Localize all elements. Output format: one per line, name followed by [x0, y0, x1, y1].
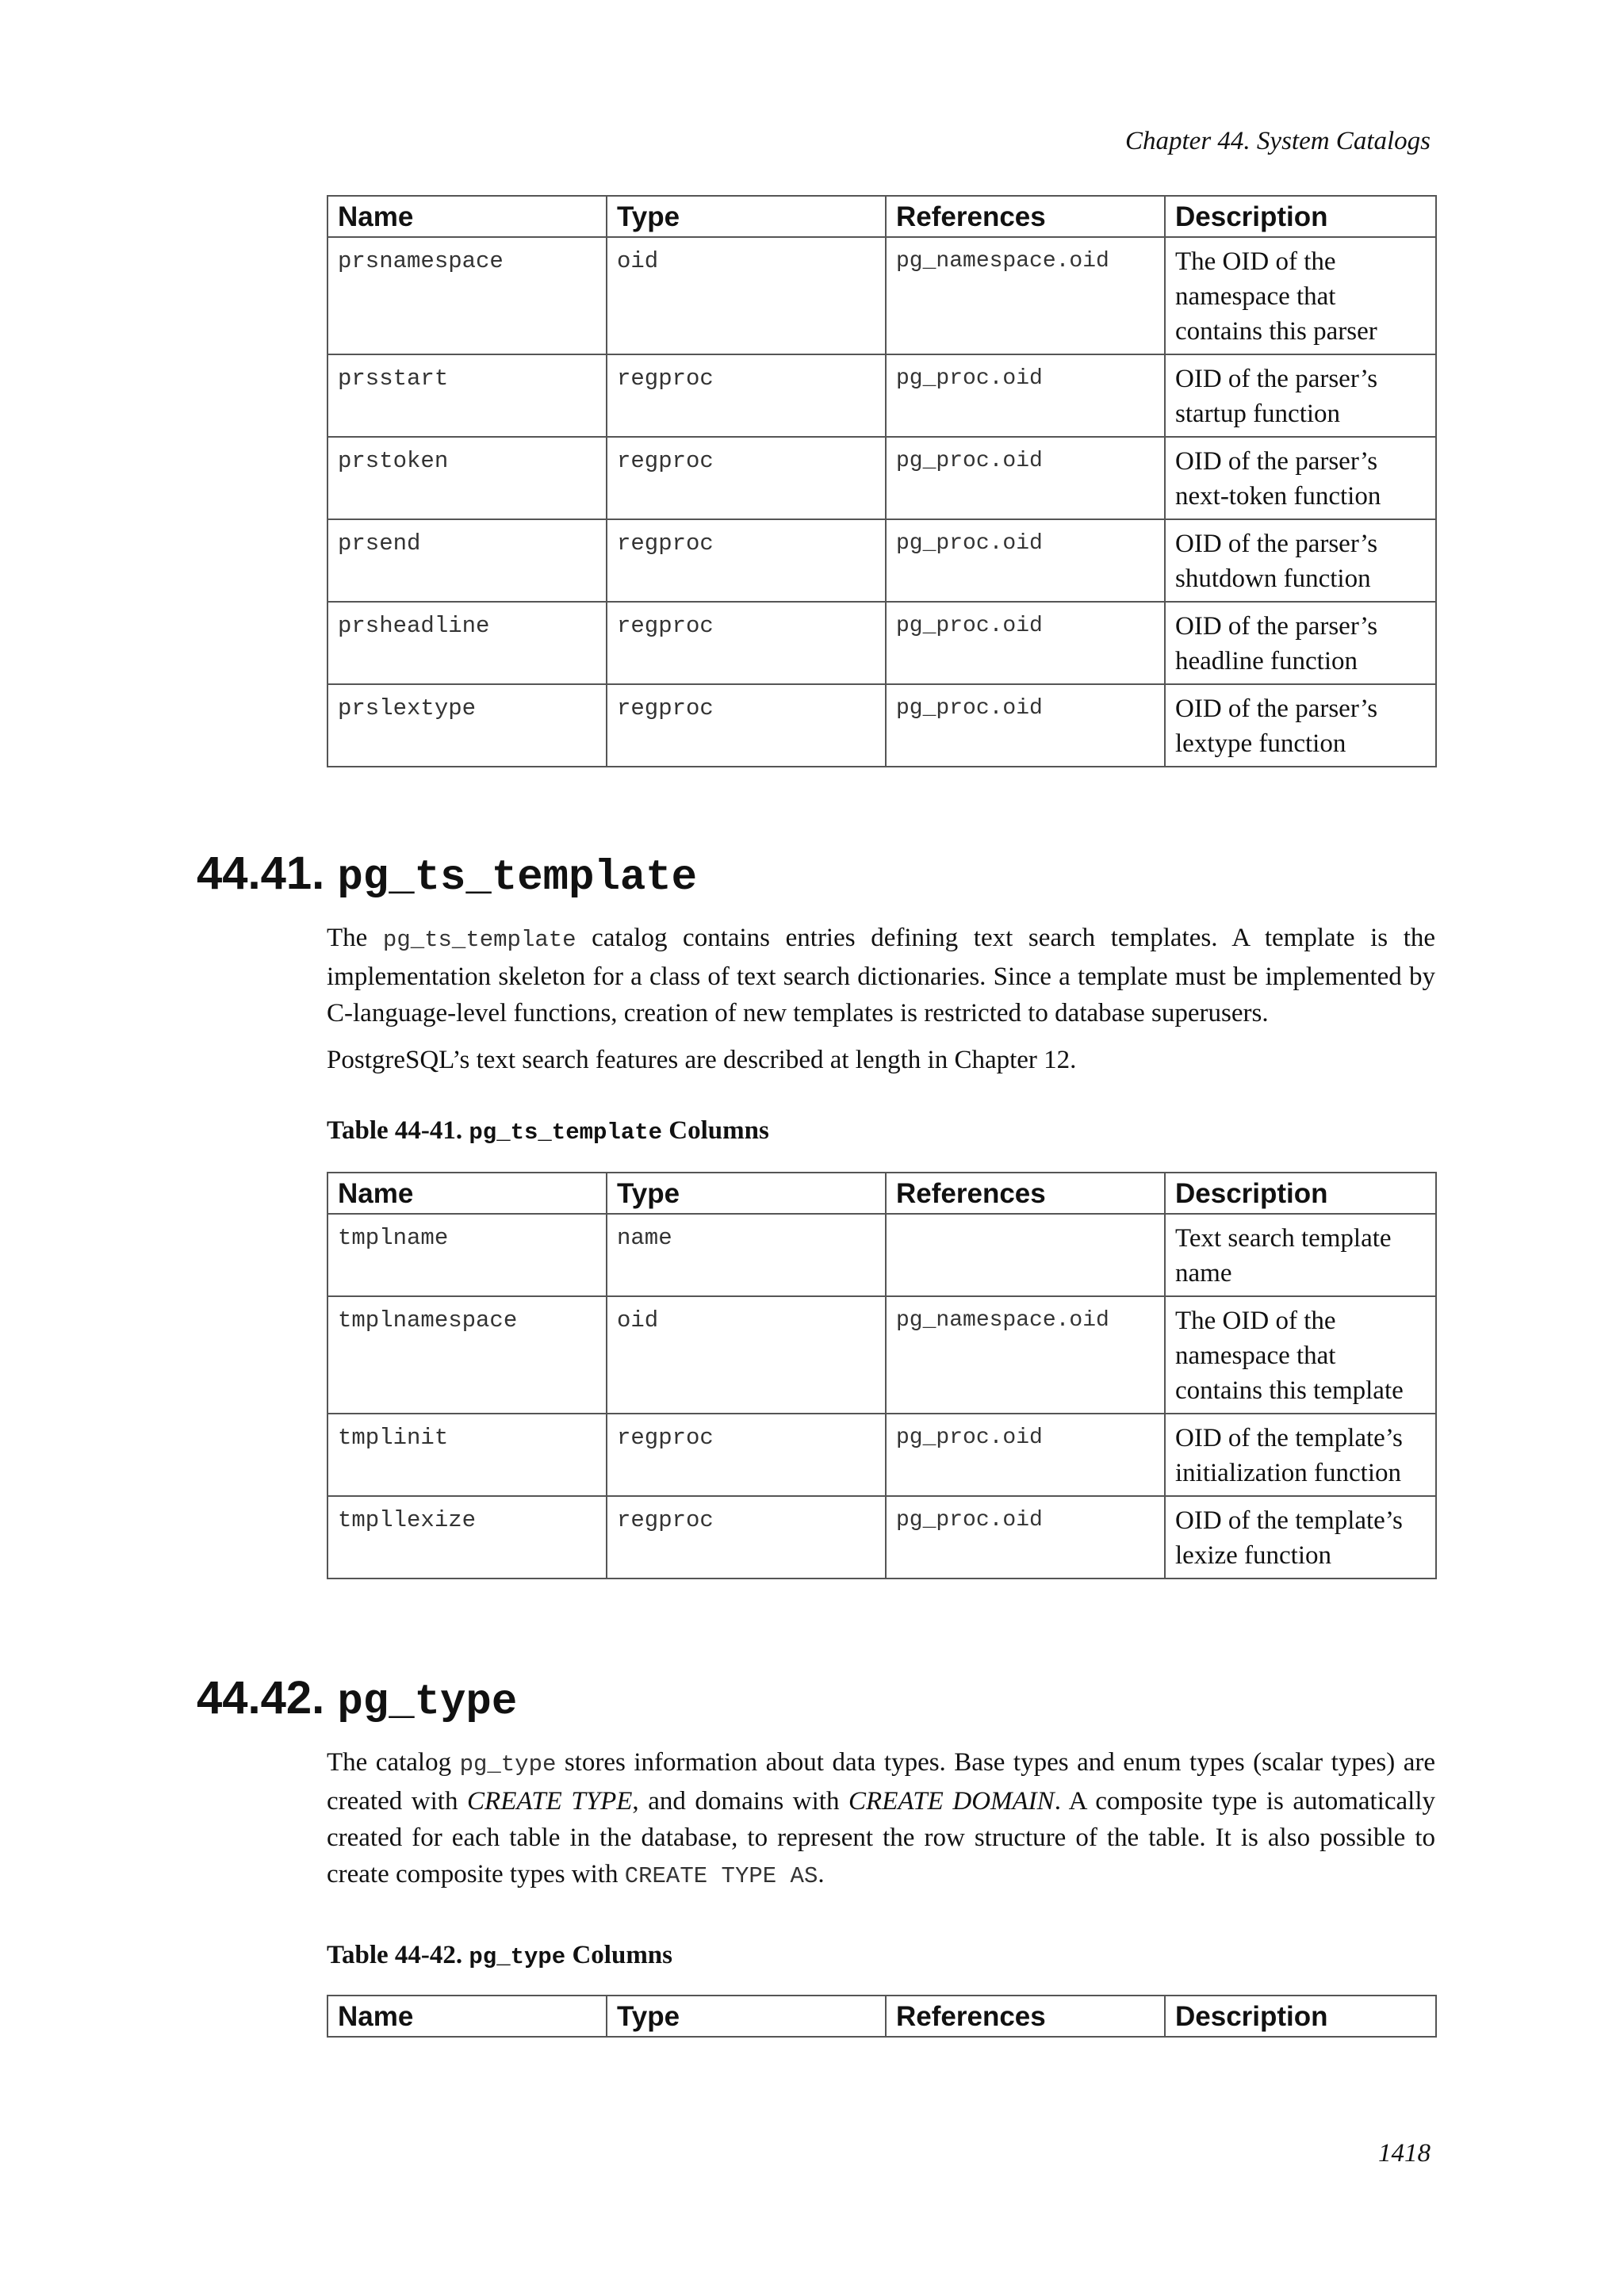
caption-label: Table 44-42.: [327, 1941, 469, 1969]
caption-suffix: Columns: [662, 1116, 769, 1145]
table-row: [327, 684, 1436, 767]
cell-name: prsheadline: [327, 602, 607, 684]
col-header-name: Name: [327, 1996, 607, 2037]
section-number: 44.41.: [197, 848, 325, 899]
text: The catalog: [327, 1748, 460, 1777]
cell-type: regproc: [607, 519, 886, 602]
table-row: [327, 1296, 1436, 1414]
section-title-44-41: [197, 847, 697, 902]
table-row: [327, 354, 1436, 437]
cell-name: tmplname: [327, 1214, 607, 1296]
table-header-row: [327, 196, 1436, 237]
table-caption: [327, 1941, 672, 1970]
col-header-type: Type: [607, 1996, 886, 2037]
text: catalog contains entries defining text search templates. A template is the implementation skeleton for a class of text search dictionaries. Since a template must be implemented by C-language-level functions, creation of new templates is restricted to database superusers.: [327, 924, 1436, 1027]
cell-name: prsstart: [327, 354, 607, 437]
section-title-44-42: [197, 1671, 517, 1727]
cell-references: [886, 1214, 1165, 1296]
cell-type: regproc: [607, 1496, 886, 1578]
col-header-description: Description: [1165, 1173, 1436, 1214]
caption-label: Table 44-41.: [327, 1116, 469, 1145]
table-row: [327, 1414, 1436, 1496]
cell-name: prstoken: [327, 437, 607, 519]
table-header-row: [327, 1996, 1436, 2037]
paragraph: [327, 920, 1435, 1031]
section-name: pg_ts_template: [337, 854, 698, 902]
table-row: [327, 519, 1436, 602]
cell-type: regproc: [607, 1414, 886, 1496]
cell-description: OID of the parser’s next-token function: [1165, 437, 1436, 519]
text: , and domains with: [632, 1787, 849, 1816]
cell-name: prslextype: [327, 684, 607, 767]
page-number: 1418: [1378, 2139, 1431, 2168]
cell-description: OID of the parser’s startup function: [1165, 354, 1436, 437]
paragraph: [327, 1744, 1435, 1895]
chapter-header: Chapter 44. System Catalogs: [1125, 127, 1431, 155]
inline-code: CREATE TYPE AS: [624, 1863, 818, 1889]
paragraph: PostgreSQL’s text search features are described at length in Chapter 12.: [327, 1046, 1077, 1074]
table-header-row: [327, 1173, 1436, 1214]
col-header-description: Description: [1165, 1996, 1436, 2037]
cell-name: prsnamespace: [327, 237, 607, 354]
cell-type: regproc: [607, 602, 886, 684]
table-row: [327, 602, 1436, 684]
col-header-description: Description: [1165, 196, 1436, 237]
col-header-type: Type: [607, 196, 886, 237]
cell-name: prsend: [327, 519, 607, 602]
cell-description: OID of the parser’s lextype function: [1165, 684, 1436, 767]
col-header-references: References: [886, 1173, 1165, 1214]
pg-type-table: [327, 1995, 1437, 2038]
caption-code: pg_ts_template: [469, 1119, 663, 1146]
pg-ts-parser-table: [327, 195, 1437, 767]
cell-description: The OID of the namespace that contains this template: [1165, 1296, 1436, 1414]
table-row: [327, 1214, 1436, 1296]
cell-name: tmpllexize: [327, 1496, 607, 1578]
cell-type: regproc: [607, 354, 886, 437]
command-name: CREATE DOMAIN: [848, 1787, 1055, 1816]
text: . A composite type is automatically created for each table in the database, to represent the row structure of the table. It is also possible to create composite types with: [327, 1787, 1435, 1888]
cell-references: pg_namespace.oid: [886, 1296, 1165, 1414]
cell-description: OID of the template’s lexize function: [1165, 1496, 1436, 1578]
section-name: pg_type: [337, 1678, 518, 1727]
text: stores information about data types. Base types and enum types (scalar types) are created with: [327, 1748, 1435, 1816]
cell-references: pg_proc.oid: [886, 684, 1165, 767]
caption-suffix: Columns: [565, 1941, 673, 1969]
cell-description: The OID of the namespace that contains this parser: [1165, 237, 1436, 354]
cell-type: oid: [607, 237, 886, 354]
col-header-type: Type: [607, 1173, 886, 1214]
table-row: [327, 237, 1436, 354]
col-header-name: Name: [327, 1173, 607, 1214]
cell-references: pg_proc.oid: [886, 519, 1165, 602]
cell-references: pg_proc.oid: [886, 1414, 1165, 1496]
cell-name: tmplnamespace: [327, 1296, 607, 1414]
cell-description: OID of the parser’s shutdown function: [1165, 519, 1436, 602]
inline-code: pg_type: [459, 1751, 557, 1777]
inline-code: pg_ts_template: [382, 927, 576, 953]
col-header-references: References: [886, 1996, 1165, 2037]
cell-references: pg_proc.oid: [886, 437, 1165, 519]
cell-references: pg_namespace.oid: [886, 237, 1165, 354]
col-header-name: Name: [327, 196, 607, 237]
cell-type: name: [607, 1214, 886, 1296]
pg-ts-template-table: [327, 1172, 1437, 1579]
cell-description: OID of the parser’s headline function: [1165, 602, 1436, 684]
table-row: [327, 1496, 1436, 1578]
section-number: 44.42.: [197, 1672, 325, 1724]
text: The: [327, 924, 383, 952]
cell-references: pg_proc.oid: [886, 1496, 1165, 1578]
text: .: [818, 1860, 825, 1888]
cell-type: regproc: [607, 437, 886, 519]
command-name: CREATE TYPE: [467, 1787, 633, 1816]
table-caption: [327, 1116, 769, 1146]
caption-code: pg_type: [469, 1944, 566, 1970]
col-header-references: References: [886, 196, 1165, 237]
cell-type: regproc: [607, 684, 886, 767]
cell-description: OID of the template’s initialization function: [1165, 1414, 1436, 1496]
cell-references: pg_proc.oid: [886, 602, 1165, 684]
cell-type: oid: [607, 1296, 886, 1414]
cell-name: tmplinit: [327, 1414, 607, 1496]
table-row: [327, 437, 1436, 519]
cell-references: pg_proc.oid: [886, 354, 1165, 437]
cell-description: Text search template name: [1165, 1214, 1436, 1296]
